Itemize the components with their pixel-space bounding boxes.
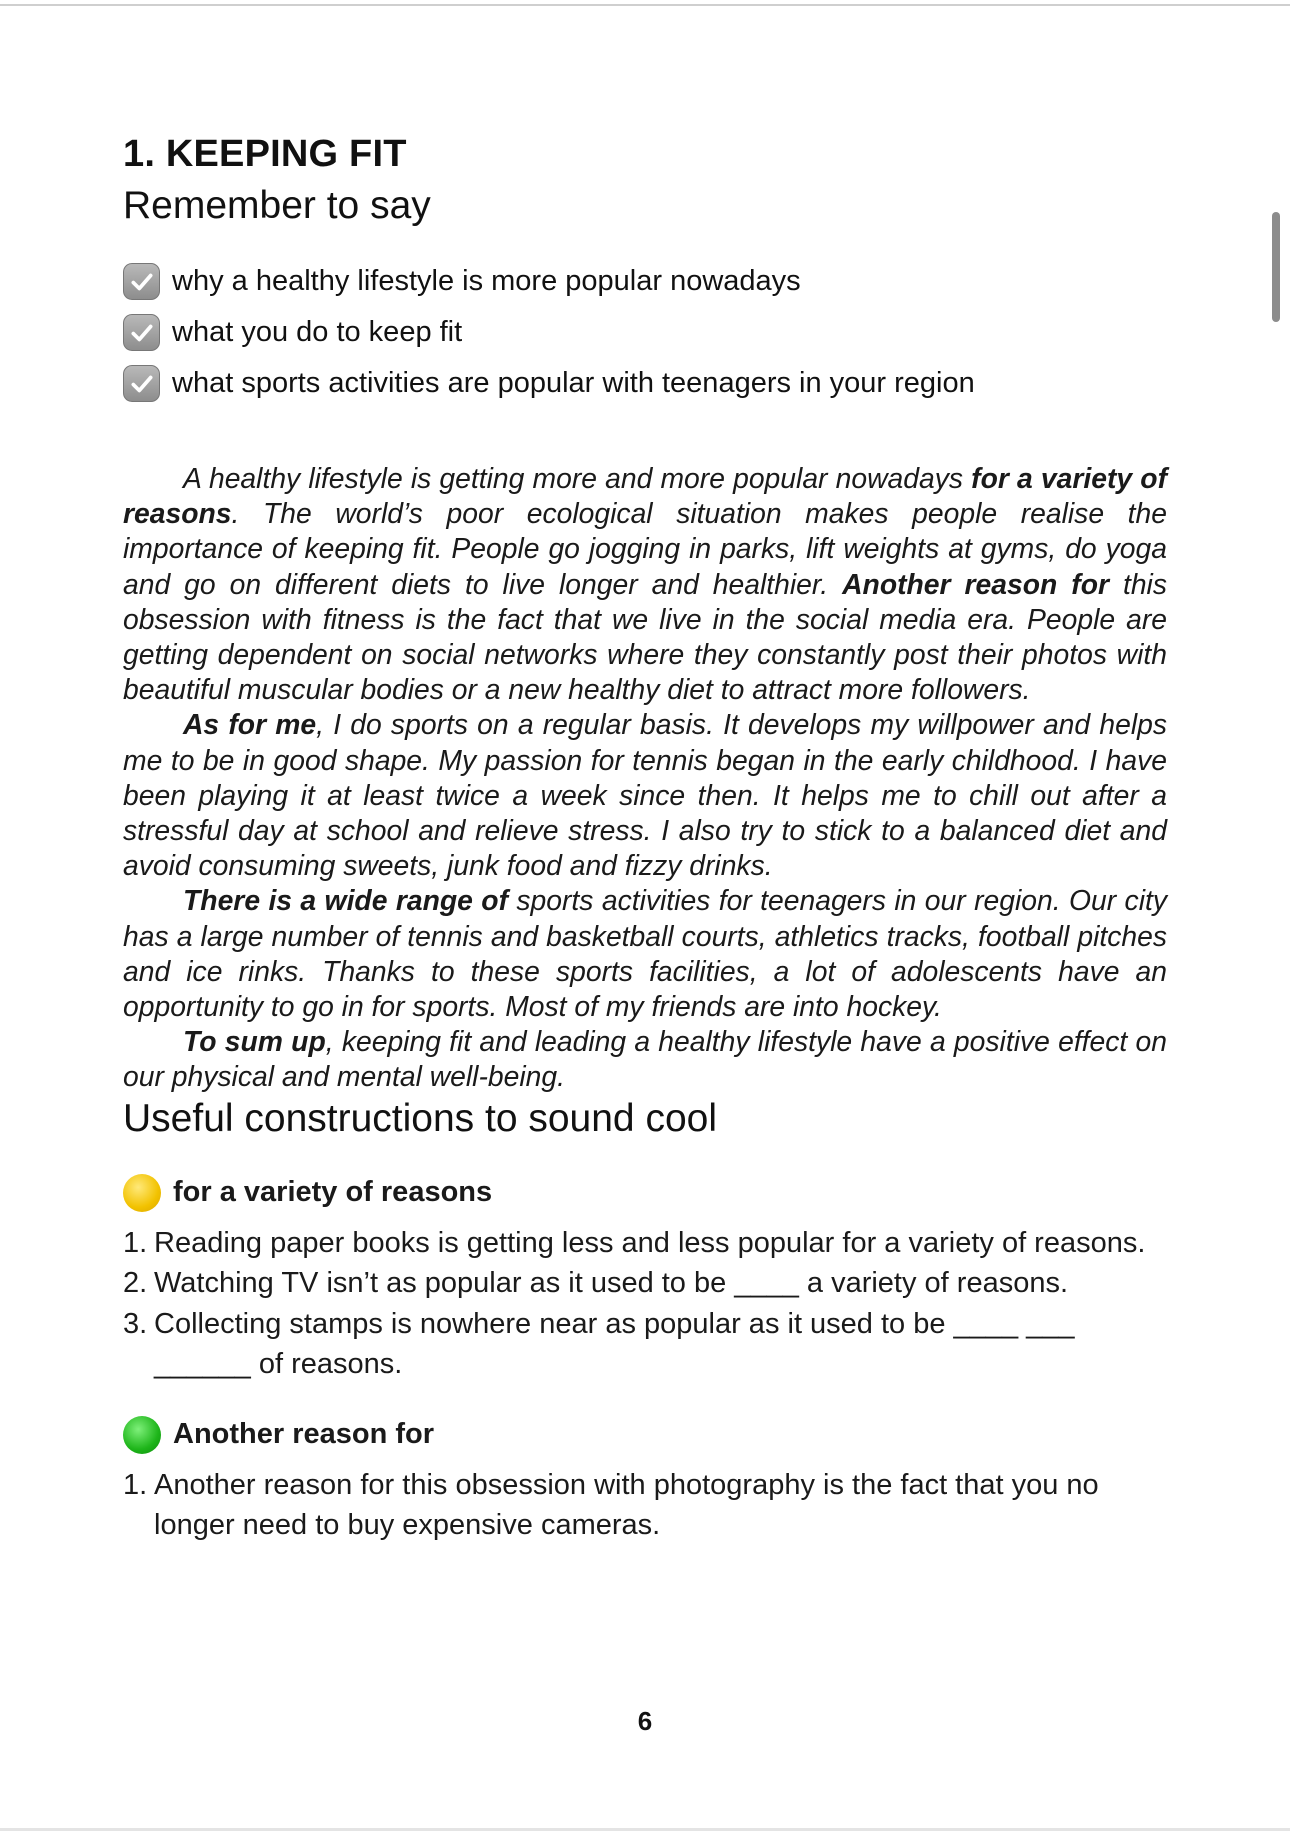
essay-key-phrase: There is a wide range of bbox=[183, 884, 508, 917]
exercise-number: 1. bbox=[123, 1468, 148, 1501]
checklist-item bbox=[123, 358, 1167, 409]
exercise-number: 3. bbox=[123, 1307, 148, 1340]
essay-key-phrase: As for me bbox=[183, 708, 317, 741]
chapter-title: 1. KEEPING FIT bbox=[123, 133, 407, 175]
exercise-text: Reading paper books is getting less and less popular for a variety of reasons. bbox=[154, 1226, 1146, 1259]
exercise-number: 1. bbox=[123, 1226, 148, 1259]
exercise-text: Watching TV isn’t as popular as it used to be ____ a variety of reasons. bbox=[154, 1267, 1069, 1300]
green-circle-icon bbox=[123, 1416, 161, 1454]
exercise-list bbox=[123, 1465, 1167, 1546]
top-border bbox=[0, 4, 1290, 6]
page-number: 6 bbox=[637, 1706, 653, 1736]
checkmark-icon bbox=[123, 365, 160, 402]
essay-text: . The world’s poor ecological situation makes people realise the importance of keeping fit. People go jogging in parks, lift weights at gyms, do yoga and go on different diets to live longer and healthier. bbox=[123, 497, 1167, 600]
exercise-item bbox=[123, 1304, 1167, 1385]
essay-paragraph bbox=[123, 1024, 1167, 1094]
construction-label: Another reason for bbox=[173, 1418, 435, 1451]
essay-text: , keeping fit and leading a healthy lifestyle have a positive effect on our physical and mental well-being. bbox=[123, 1025, 1167, 1093]
exercise-item bbox=[123, 1223, 1167, 1264]
exercise-number: 2. bbox=[123, 1267, 148, 1300]
construction-heading bbox=[123, 1415, 1167, 1455]
checklist-item bbox=[123, 307, 1167, 358]
checklist-item bbox=[123, 256, 1167, 307]
model-essay bbox=[123, 461, 1167, 1095]
document-page bbox=[123, 126, 1167, 1546]
essay-text: sports activities for teenagers in our region. Our city has a large number of tennis and basketball courts, athletics tracks, football pitches and ice rinks. Thanks to these sports facilities, a lot of adolescents have an opportunity to go in for sports. Most of my friends are into hockey. bbox=[123, 884, 1167, 1023]
remember-heading: Remember to say bbox=[123, 184, 431, 227]
exercise-text: Collecting stamps is nowhere near as popular as it used to be ____ ___ ______ of reasons. bbox=[154, 1307, 1075, 1381]
construction-heading bbox=[123, 1173, 1167, 1213]
essay-paragraph bbox=[123, 461, 1167, 707]
exercise-text: Another reason for this obsession with photography is the fact that you no longer need to buy expensive cameras. bbox=[154, 1468, 1099, 1542]
exercise-item bbox=[123, 1465, 1167, 1546]
scrollbar-thumb[interactable] bbox=[1272, 212, 1280, 322]
construction-label: for a variety of reasons bbox=[173, 1176, 493, 1209]
essay-key-phrase: for a variety of reasons bbox=[123, 462, 1167, 530]
checklist-item-text: why a healthy lifestyle is more popular nowadays bbox=[172, 265, 801, 297]
checkmark-icon bbox=[123, 263, 160, 300]
essay-key-phrase: Another reason for bbox=[842, 567, 1109, 600]
checklist-item-text: what you do to keep fit bbox=[172, 316, 463, 348]
essay-text: , I do sports on a regular basis. It develops my willpower and helps me to be in good shape. My passion for tennis began in the early childhood. I have been playing it at least twice a week since then. It helps me to chill out after a stressful day at school and relieve stress. I also try to stick to a balanced diet and avoid consuming sweets, junk food and fizzy drinks. bbox=[123, 708, 1167, 882]
yellow-circle-icon bbox=[123, 1174, 161, 1212]
exercise-list bbox=[123, 1223, 1167, 1385]
essay-paragraph bbox=[123, 883, 1167, 1024]
essay-text: A healthy lifestyle is getting more and more popular nowadays bbox=[183, 462, 972, 494]
essay-text: this obsession with fitness is the fact that we live in the social media era. People are getting dependent on social networks where they constantly post their photos with beautiful muscular bodies or a new healthy diet to attract more followers. bbox=[123, 567, 1167, 706]
essay-paragraph bbox=[123, 707, 1167, 883]
bottom-border bbox=[0, 1828, 1290, 1831]
remember-checklist bbox=[123, 256, 1167, 409]
useful-constructions-heading: Useful constructions to sound cool bbox=[123, 1096, 717, 1140]
essay-key-phrase: To sum up bbox=[183, 1025, 326, 1058]
checklist-item-text: what sports activities are popular with teenagers in your region bbox=[172, 367, 975, 399]
checkmark-icon bbox=[123, 314, 160, 351]
exercise-item bbox=[123, 1263, 1167, 1304]
